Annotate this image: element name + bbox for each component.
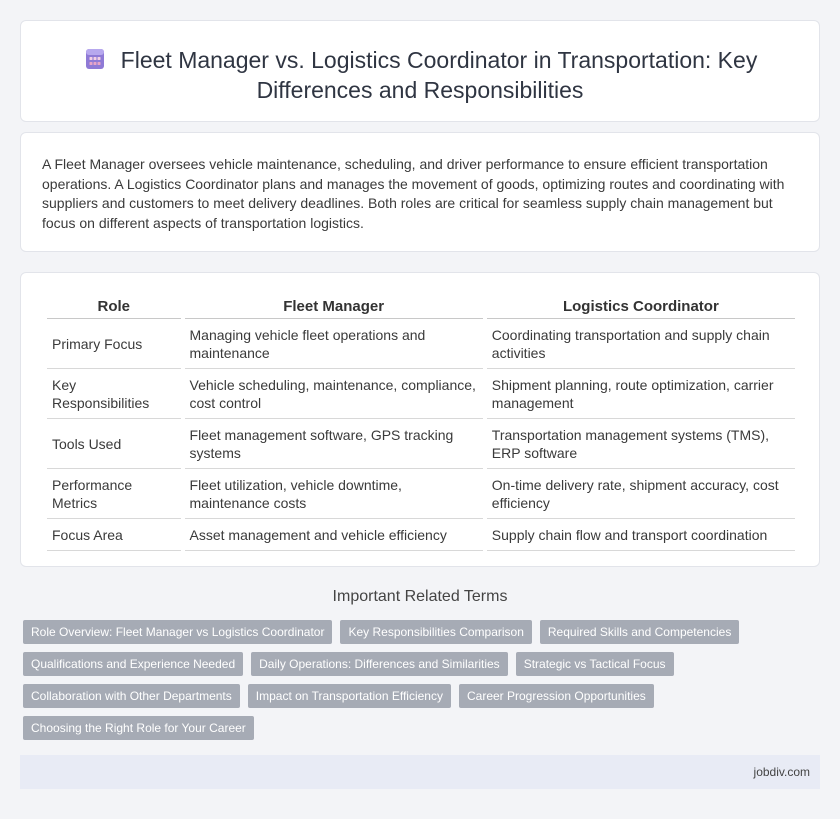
comparison-card <box>20 272 820 567</box>
related-term-tag[interactable]: Required Skills and Competencies <box>540 620 739 644</box>
related-term-tag[interactable]: Daily Operations: Differences and Similarities <box>251 652 508 676</box>
related-term-tag[interactable]: Collaboration with Other Departments <box>23 684 240 708</box>
intro-card <box>20 132 820 252</box>
table-row <box>47 419 795 469</box>
fleet-manager-cell: Asset management and vehicle efficiency <box>185 519 483 551</box>
title-card <box>20 20 820 122</box>
header-logistics-coordinator: Logistics Coordinator <box>487 296 795 319</box>
fleet-manager-cell: Fleet management software, GPS tracking systems <box>185 419 483 469</box>
related-term-tag[interactable]: Strategic vs Tactical Focus <box>516 652 674 676</box>
footer-site-link[interactable]: jobdiv.com <box>753 765 810 779</box>
page-title: Fleet Manager vs. Logistics Coordinator in Transportation: Key Differences and Responsibilities <box>120 47 758 103</box>
logistics-coordinator-cell: Shipment planning, route optimization, carrier management <box>487 369 795 419</box>
related-term-tag[interactable]: Career Progression Opportunities <box>459 684 654 708</box>
related-terms-list <box>23 620 823 740</box>
comparison-table <box>43 296 799 551</box>
fleet-manager-cell: Fleet utilization, vehicle downtime, maintenance costs <box>185 469 483 519</box>
related-term-tag[interactable]: Impact on Transportation Efficiency <box>248 684 451 708</box>
intro-paragraph: A Fleet Manager oversees vehicle maintenance, scheduling, and driver performance to ensure efficient transportation operations. A Logistics Coordinator plans and manages the movement of goods, optimizing routes and coordinating with suppliers and customers to meet delivery deadlines. Both roles are critical for seamless supply chain management but focus on different aspects of transportation logistics. <box>42 156 785 231</box>
related-term-tag[interactable]: Role Overview: Fleet Manager vs Logistics Coordinator <box>23 620 332 644</box>
row-label: Focus Area <box>47 519 181 551</box>
logistics-coordinator-cell: Transportation management systems (TMS), ERP software <box>487 419 795 469</box>
logistics-coordinator-cell: Supply chain flow and transport coordination <box>487 519 795 551</box>
row-label: Key Responsibilities <box>47 369 181 419</box>
fleet-manager-cell: Vehicle scheduling, maintenance, compliance, cost control <box>185 369 483 419</box>
table-row <box>47 369 795 419</box>
related-term-tag[interactable]: Key Responsibilities Comparison <box>340 620 531 644</box>
row-label: Performance Metrics <box>47 469 181 519</box>
table-row <box>47 469 795 519</box>
footer <box>20 755 820 789</box>
row-label: Tools Used <box>47 419 181 469</box>
building-icon <box>83 47 107 71</box>
page-title-row <box>21 45 819 105</box>
header-role: Role <box>47 296 181 319</box>
related-term-tag[interactable]: Choosing the Right Role for Your Career <box>23 716 254 740</box>
logistics-coordinator-cell: Coordinating transportation and supply chain activities <box>487 319 795 369</box>
related-term-tag[interactable]: Qualifications and Experience Needed <box>23 652 243 676</box>
related-terms-heading: Important Related Terms <box>332 588 508 605</box>
table-row <box>47 319 795 369</box>
row-label: Primary Focus <box>47 319 181 369</box>
fleet-manager-cell: Managing vehicle fleet operations and maintenance <box>185 319 483 369</box>
table-row <box>47 519 795 551</box>
header-fleet-manager: Fleet Manager <box>185 296 483 319</box>
logistics-coordinator-cell: On-time delivery rate, shipment accuracy, cost efficiency <box>487 469 795 519</box>
table-header-row <box>47 296 795 319</box>
